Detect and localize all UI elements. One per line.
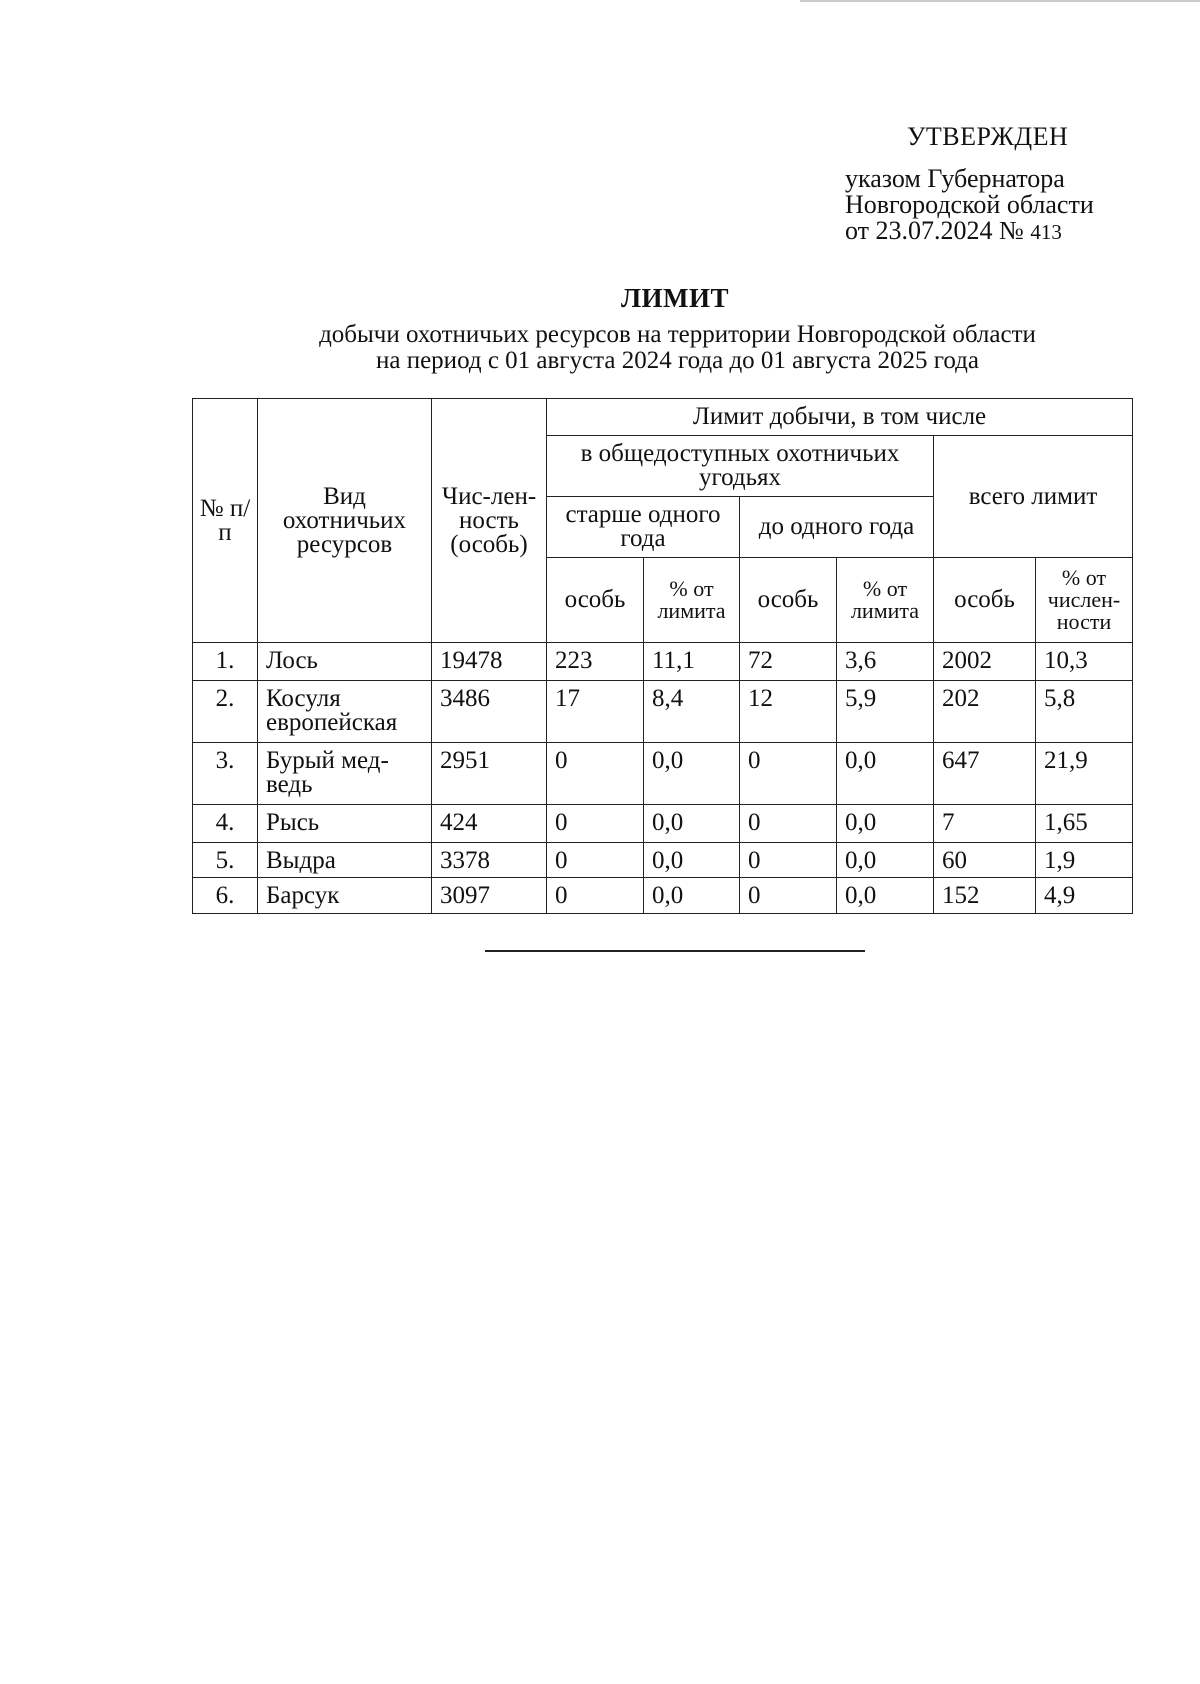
- row-species: Рысь: [258, 805, 432, 843]
- limits-table: [192, 398, 1133, 914]
- header-total-pct: % от числен-ности: [1036, 558, 1133, 643]
- row-total-pct: 1,65: [1036, 805, 1133, 843]
- row-total-pct: 1,9: [1036, 843, 1133, 878]
- row-population: 3486: [432, 681, 547, 743]
- approval-block: [845, 124, 1094, 245]
- header-public-grounds: в общедоступных охотничьих угодьях: [547, 436, 934, 497]
- row-total-individuals: 647: [934, 743, 1036, 805]
- row-num: 1.: [193, 643, 258, 681]
- row-total-individuals: 202: [934, 681, 1036, 743]
- row-total-pct: 10,3: [1036, 643, 1133, 681]
- row-older-pct: 0,0: [644, 743, 740, 805]
- row-species: Лось: [258, 643, 432, 681]
- row-population: 3378: [432, 843, 547, 878]
- row-population: 3097: [432, 878, 547, 914]
- header-limit: Лимит добычи, в том числе: [547, 399, 1133, 436]
- row-num: 4.: [193, 805, 258, 843]
- row-total-individuals: 7: [934, 805, 1036, 843]
- header-total-limit: всего лимит: [934, 436, 1133, 558]
- row-total-individuals: 60: [934, 843, 1036, 878]
- row-population: 19478: [432, 643, 547, 681]
- row-total-individuals: 152: [934, 878, 1036, 914]
- row-num: 2.: [193, 681, 258, 743]
- table-row: [193, 643, 1133, 681]
- row-older-pct: 0,0: [644, 878, 740, 914]
- row-num: 6.: [193, 878, 258, 914]
- row-older-pct: 8,4: [644, 681, 740, 743]
- row-species: Барсук: [258, 878, 432, 914]
- row-species: Бурый мед-ведь: [258, 743, 432, 805]
- row-younger-individuals: 0: [740, 743, 837, 805]
- row-younger-pct: 0,0: [837, 743, 934, 805]
- row-younger-pct: 0,0: [837, 843, 934, 878]
- row-population: 424: [432, 805, 547, 843]
- header-population: Чис-лен-ность (особь): [432, 399, 547, 643]
- header-younger: до одного года: [740, 497, 934, 558]
- row-older-individuals: 223: [547, 643, 644, 681]
- approval-number: 413: [1030, 220, 1062, 244]
- row-total-pct: 21,9: [1036, 743, 1133, 805]
- document-subtitle: [0, 322, 1200, 374]
- header-species: Вид охотничьих ресурсов: [258, 399, 432, 643]
- row-younger-individuals: 0: [740, 843, 837, 878]
- row-older-individuals: 17: [547, 681, 644, 743]
- header-older-pct: % от лимита: [644, 558, 740, 643]
- end-of-document-line: [485, 950, 865, 952]
- approval-date: [845, 218, 1094, 245]
- row-num: 3.: [193, 743, 258, 805]
- row-older-pct: 0,0: [644, 805, 740, 843]
- table-row: [193, 743, 1133, 805]
- table-row: [193, 878, 1133, 914]
- row-species: Косуля европейская: [258, 681, 432, 743]
- row-older-individuals: 0: [547, 805, 644, 843]
- subtitle-line-1: добычи охотничьих ресурсов на территории Новгородской области: [319, 321, 1036, 348]
- row-younger-pct: 0,0: [837, 805, 934, 843]
- row-population: 2951: [432, 743, 547, 805]
- row-older-pct: 0,0: [644, 843, 740, 878]
- row-younger-individuals: 0: [740, 805, 837, 843]
- document-title: ЛИМИТ: [620, 283, 730, 313]
- scan-edge-line: [800, 0, 1200, 2]
- header-older-individuals: особь: [547, 558, 644, 643]
- row-younger-pct: 3,6: [837, 643, 934, 681]
- approval-region: Новгородской области: [845, 190, 1094, 219]
- row-older-individuals: 0: [547, 843, 644, 878]
- row-species: Выдра: [258, 843, 432, 878]
- row-total-individuals: 2002: [934, 643, 1036, 681]
- header-num: № п/п: [193, 399, 258, 643]
- table-row: [193, 805, 1133, 843]
- approval-decree: указом Губернатора: [845, 164, 1065, 193]
- row-num: 5.: [193, 843, 258, 878]
- header-total-individuals: особь: [934, 558, 1036, 643]
- header-younger-pct: % от лимита: [837, 558, 934, 643]
- approval-date-text: от 23.07.2024 №: [845, 216, 1024, 245]
- header-older: старше одного года: [547, 497, 740, 558]
- subtitle-line-2: на период с 01 августа 2024 года до 01 августа 2025 года: [375, 347, 979, 374]
- approval-heading: УТВЕРЖДЕН: [907, 122, 1069, 151]
- table-row: [193, 843, 1133, 878]
- table-row: [193, 681, 1133, 743]
- row-younger-individuals: 72: [740, 643, 837, 681]
- row-older-individuals: 0: [547, 743, 644, 805]
- header-younger-individuals: особь: [740, 558, 837, 643]
- row-younger-individuals: 12: [740, 681, 837, 743]
- row-younger-individuals: 0: [740, 878, 837, 914]
- row-total-pct: 5,8: [1036, 681, 1133, 743]
- row-younger-pct: 0,0: [837, 878, 934, 914]
- row-younger-pct: 5,9: [837, 681, 934, 743]
- row-total-pct: 4,9: [1036, 878, 1133, 914]
- row-older-individuals: 0: [547, 878, 644, 914]
- row-older-pct: 11,1: [644, 643, 740, 681]
